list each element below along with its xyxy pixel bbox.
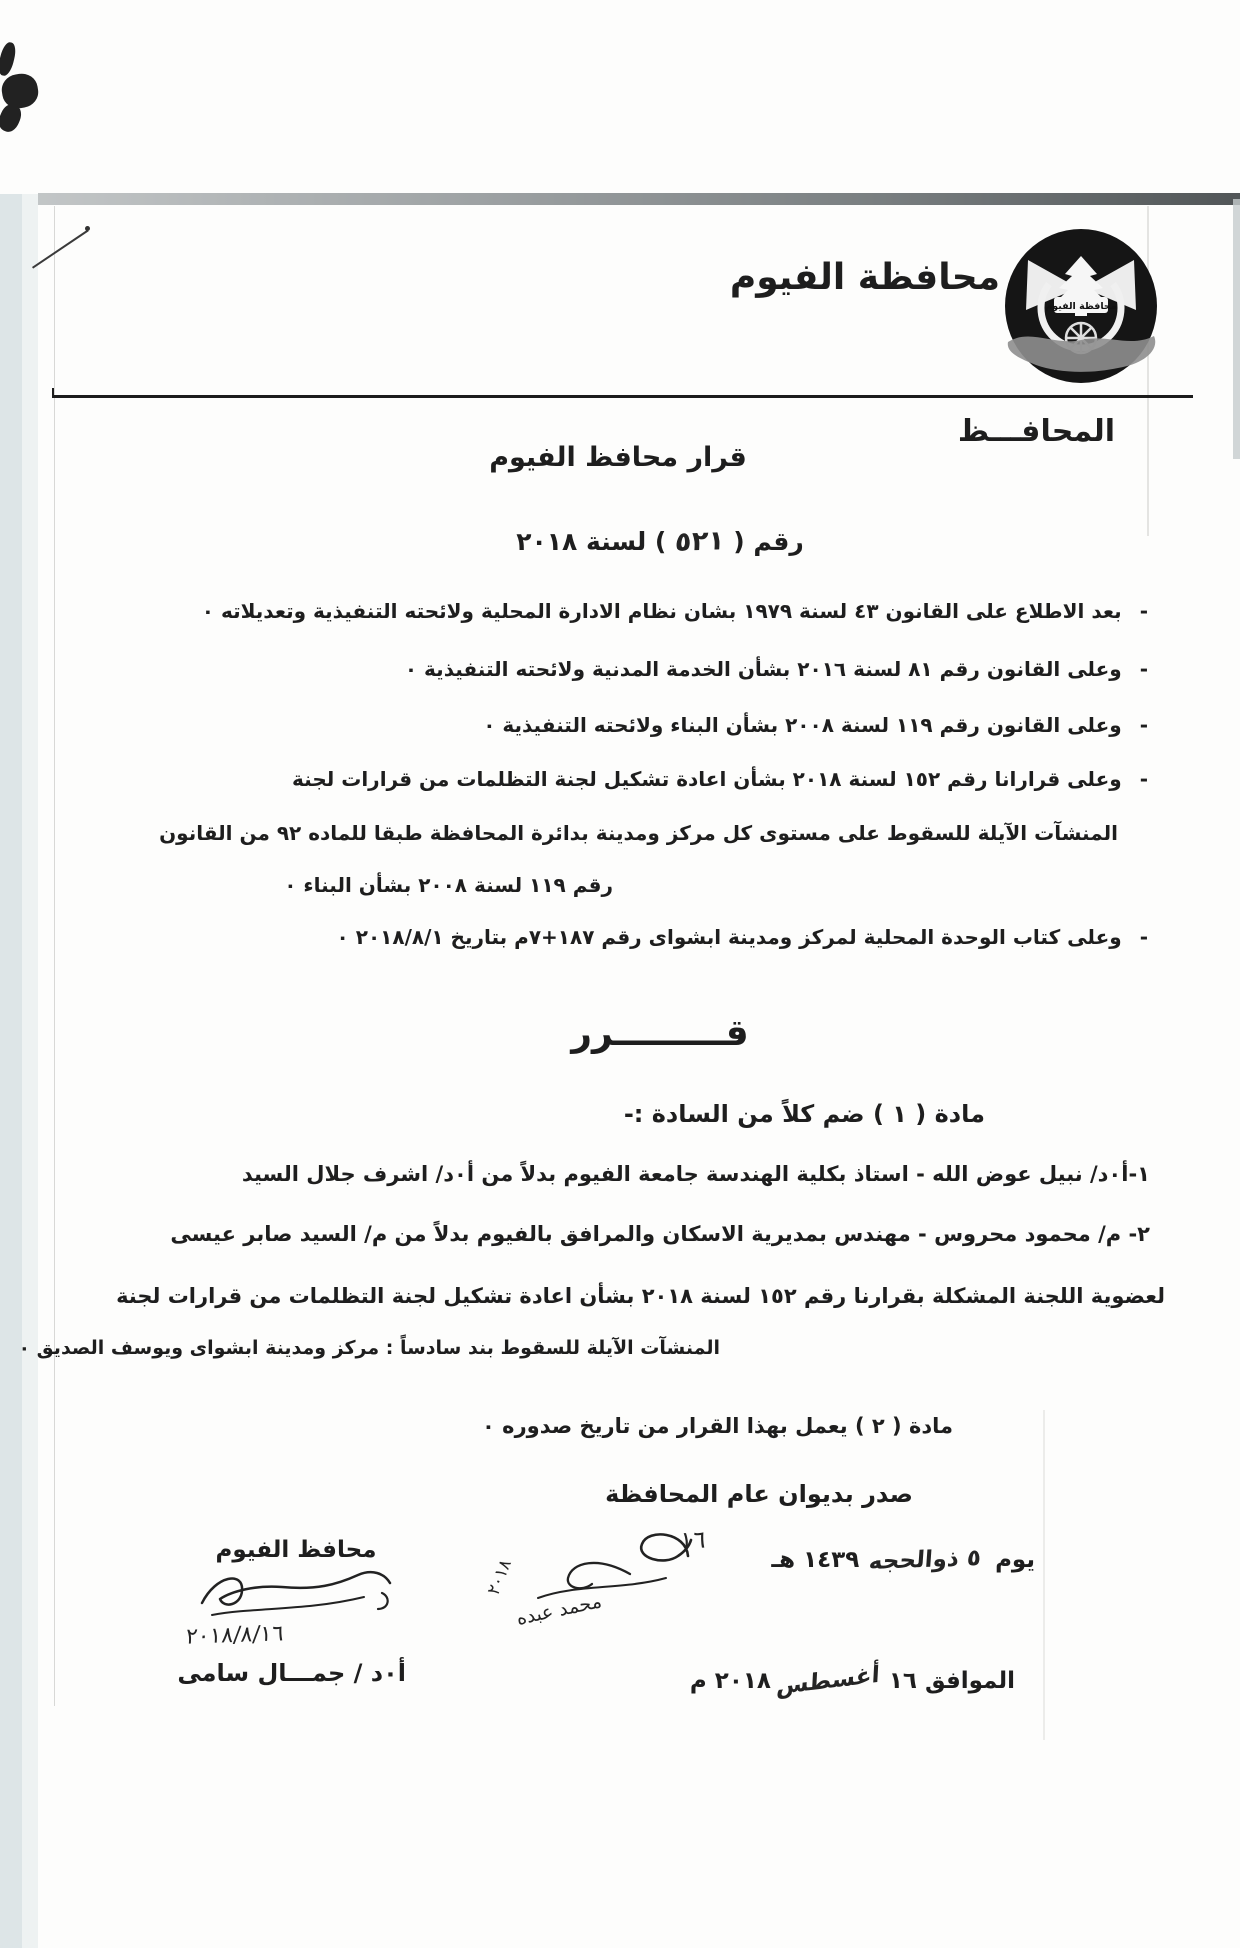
preamble-clause-4-line2: المنشآت الآيلة للسقوط على مستوى كل مركز ومدينة بدائرة المحافظة طبقا للماده ٩٢ من القانون <box>159 821 1118 845</box>
gregorian-prefix: الموافق ١٦ <box>888 1668 1015 1694</box>
preamble-clause-3 <box>483 712 1148 739</box>
article-1-continuation-1: لعضوية اللجنة المشكلة بقرارنا رقم ١٥٢ لسنة ٢٠١٨ بشأن اعادة تشكيل لجنة التظلمات من قرارات لجنة <box>116 1284 1165 1308</box>
paper-crease <box>1043 1410 1045 1740</box>
clause-dash: - <box>1139 599 1148 623</box>
paper-right-edge-shadow <box>1233 199 1240 459</box>
signature-scribble <box>480 1522 710 1647</box>
land-shape <box>1008 336 1155 372</box>
article-1-continuation-2: المنشآت الآيلة للسقوط بند سادساً : مركز ومدينة ابشواى ويوسف الصديق ٠ <box>18 1337 720 1359</box>
org-name: محافظة الفيوم <box>729 257 1000 298</box>
paper-left-edge-line <box>54 206 55 1706</box>
clause-dash: - <box>1139 925 1148 949</box>
article-1-heading: مادة ( ١ ) ضم كلاً من السادة :- <box>623 1100 985 1128</box>
signature-name-scribble: محمد عبده <box>514 1590 604 1630</box>
article-1-item-1: ١-أ٠د/ نبيل عوض الله - استاذ بكلية الهندسة جامعة الفيوم بدلاً من أ٠د/ اشرف جلال السيد <box>241 1162 1150 1186</box>
signature-handwritten-date: ٢٠١٨/٨/١٦ <box>184 1621 285 1650</box>
preamble-clause-4-line3: رقم ١١٩ لسنة ٢٠٠٨ بشأن البناء ٠ <box>284 873 613 897</box>
doc-title: قرار محافظ الفيوم <box>489 442 747 473</box>
issued-line: صدر بديوان عام المحافظة <box>605 1480 913 1508</box>
preamble-clause-4 <box>292 766 1148 793</box>
paper-top-edge-shadow <box>38 193 1240 205</box>
clause-text: بعد الاطلاع على القانون ٤٣ لسنة ١٩٧٩ بشان نظام الادارة المحلية ولائحته التنفيذية وتعديلاته ٠ <box>201 599 1122 623</box>
preamble-clause-2 <box>405 656 1148 683</box>
hijri-year: ١٤٣٩ هـ <box>771 1547 860 1573</box>
hijri-prefix: يوم <box>995 1547 1035 1573</box>
decree-number-line <box>480 524 840 560</box>
signature-day-mark: ١٦ <box>679 1525 708 1555</box>
clause-text: وعلى كتاب الوحدة المحلية لمركز ومدينة ابشواى رقم ١٨٧+٧م بتاريخ ٢٠١٨/٨/١ ٠ <box>336 925 1122 949</box>
clause-dash: - <box>1139 767 1148 791</box>
center-signature-block <box>480 1522 710 1647</box>
header-rule-tick <box>52 388 54 397</box>
hijri-handwritten-date: ٥ ذوالحجه <box>868 1545 983 1575</box>
clause-dash: - <box>1139 657 1148 681</box>
staple-mark <box>32 230 89 269</box>
gregorian-year: ٢٠١٨ م <box>689 1668 771 1694</box>
preamble-clause-5 <box>337 924 1148 951</box>
governorate-emblem-icon <box>1002 226 1160 384</box>
clause-dash: - <box>1139 713 1148 737</box>
governor-title: المحافـــظ <box>957 414 1115 449</box>
decree-number-value: ٥٢١ <box>673 525 726 558</box>
scan-artifact-blob <box>0 41 18 77</box>
article-2-text: مادة ( ٢ ) يعمل بهذا القرار من تاريخ صدوره ٠ <box>482 1414 953 1438</box>
staple-mark-dot <box>85 226 90 231</box>
article-1-item-2: ٢- م/ محمود محروس - مهندس بمديرية الاسكان والمرافق بالفيوم بدلاً من م/ السيد صابر عيسى <box>170 1222 1150 1246</box>
gregorian-date-line <box>689 1661 1015 1701</box>
signature-year-mark: ٢٠١٨ <box>483 1556 516 1598</box>
gregorian-handwritten-month: أغسطس <box>775 1661 881 1701</box>
governor-signature-block <box>177 1535 406 1705</box>
signature-name: أ٠د / جمـــال سامى <box>177 1659 406 1687</box>
hijri-date-line <box>771 1545 1035 1576</box>
signature-title: محافظ الفيوم <box>215 1537 377 1563</box>
preamble-clause-1 <box>202 598 1148 625</box>
clause-text: وعلى القانون رقم ٨١ لسنة ٢٠١٦ بشأن الخدمة المدنية ولائحته التنفيذية ٠ <box>404 657 1122 681</box>
decree-number-prefix: رقم ( <box>724 527 804 556</box>
decree-number-suffix: ) لسنة ٢٠١٨ <box>516 527 676 556</box>
header-rule <box>52 395 1193 398</box>
scan-left-margin-inner <box>22 194 38 1948</box>
scan-left-margin <box>0 194 22 1948</box>
decree-heading: قـــــــــرر <box>571 1013 749 1054</box>
clause-text: وعلى القانون رقم ١١٩ لسنة ٢٠٠٨ بشأن البناء ولائحته التنفيذية ٠ <box>483 713 1122 737</box>
governor-signature-scribble <box>186 1565 406 1623</box>
emblem-label: محافظة الفيوم <box>1045 301 1117 312</box>
clause-text: وعلى قرارانا رقم ١٥٢ لسنة ٢٠١٨ بشأن اعادة تشكيل لجنة التظلمات من قرارات لجنة <box>292 767 1122 791</box>
